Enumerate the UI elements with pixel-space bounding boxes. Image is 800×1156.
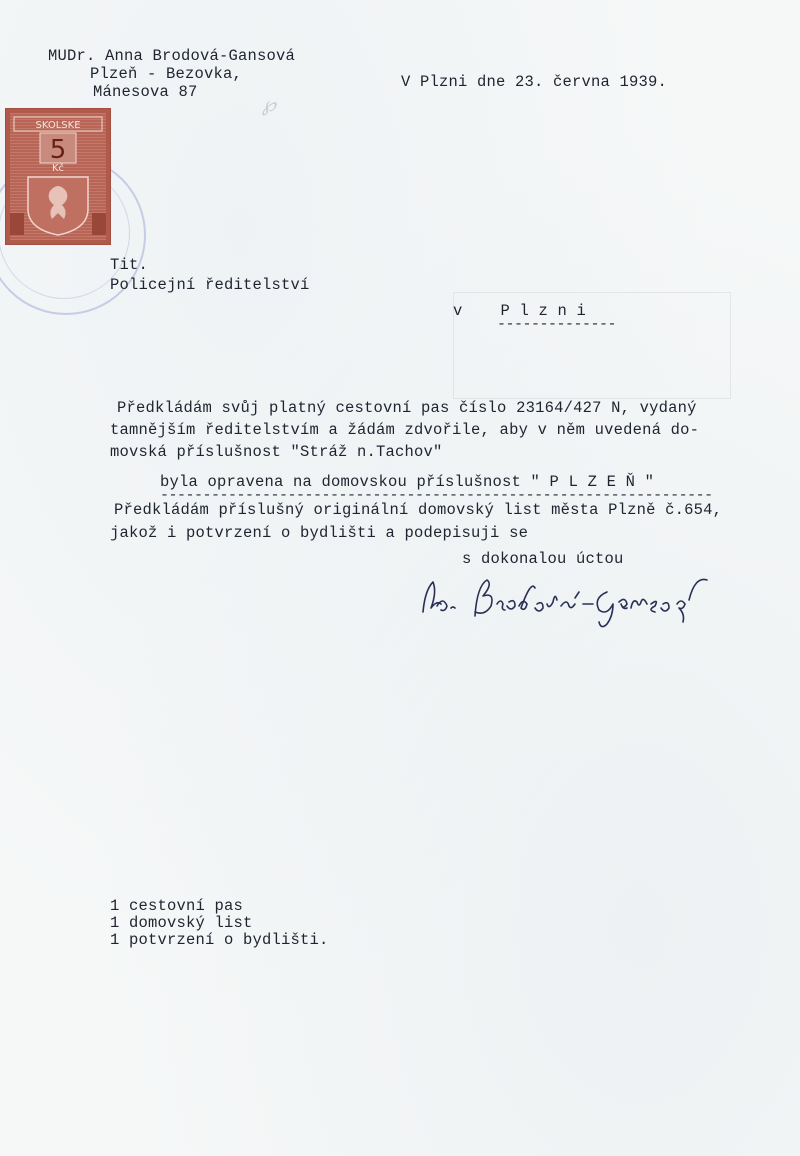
body-line-2: tamnějším ředitelstvím a žádám zdvořile, aby v něm uvedená do- [110,421,700,439]
recipient-location: v P l z n i [453,302,587,320]
sender-number: Mánesova 87 [93,83,198,101]
salutation: Tit. [110,256,149,274]
enclosure-3: 1 potvrzení o bydlišti. [110,931,329,949]
enclosure-1: 1 cestovní pas [110,897,244,915]
revenue-stamp-face [10,113,106,240]
svg-text:5: 5 [49,135,67,165]
enclosure-2: 1 domovský list [110,914,253,932]
closing: s dokonalou úctou [462,550,624,568]
revenue-stamp [6,109,110,244]
place-date: V Plzni dne 23. června 1939. [401,73,668,91]
pencil-mark: ℘ [262,92,276,116]
sender-street: Plzeň - Bezovka, [90,65,243,83]
body-line-6: jakož i potvrzení o bydlišti a podepisuji se [110,524,529,542]
recipient-name: Policejní ředitelství [110,276,310,294]
location-underline: -------------- [497,316,617,333]
body-line-1: Předkládám svůj platný cestovní pas číslo 23164/427 N, vydaný [117,399,697,417]
handwritten-signature [415,572,720,632]
revenue-stamp-icon [10,113,106,240]
sender-name: MUDr. Anna Brodová-Gansová [48,47,296,65]
body-line-4: byla opravena na domovskou příslušnost " P L Z E Ň " [160,473,655,491]
body-line-3: movská příslušnost "Stráž n.Tachov" [110,443,443,461]
svg-text:Kč: Kč [51,163,65,174]
body-line-5: Předkládám příslušný originální domovský list města Plzně č.654, [114,501,723,519]
body-line-4-underline: ----------------------------------------------------------------- [160,487,713,504]
svg-text:SKOLSKE: SKOLSKE [35,120,81,131]
